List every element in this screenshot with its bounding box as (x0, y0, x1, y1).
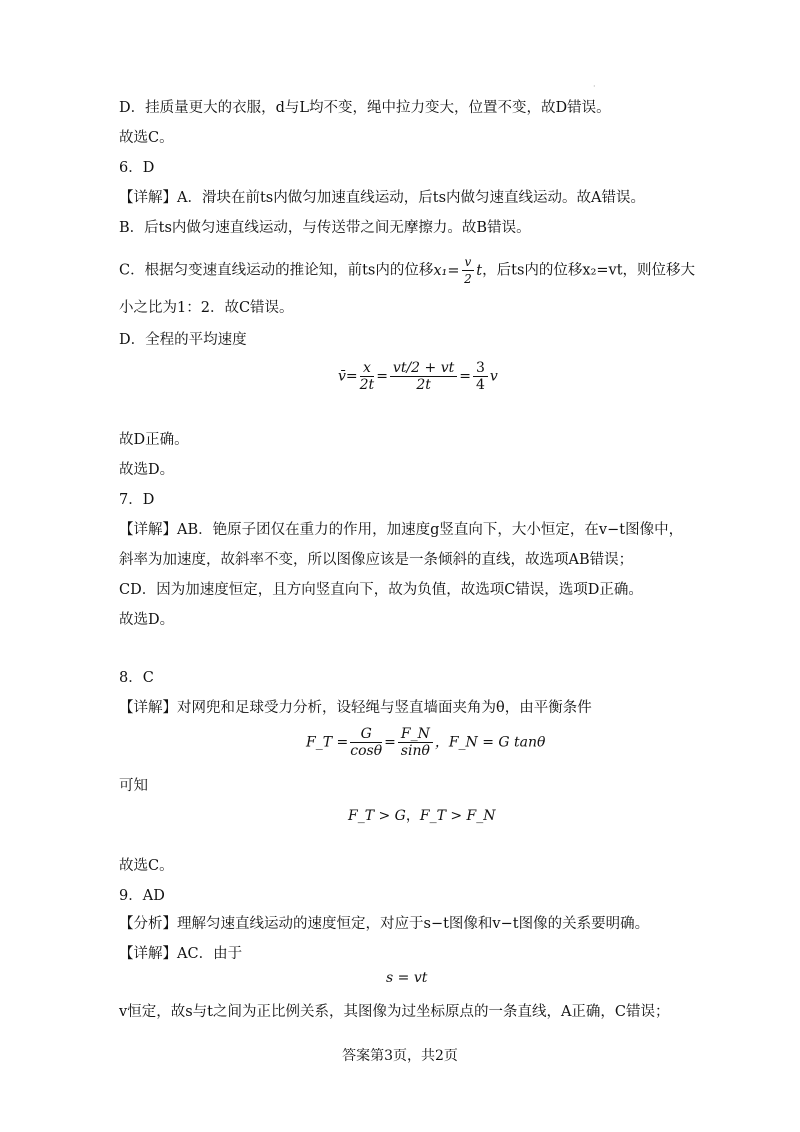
text-line: 小之比为1：2．故C错误。 (119, 300, 294, 316)
text-line: 故选C。 (119, 858, 174, 874)
equation-tension: F_T = $\frac{G}{\cos\theta}$ = $\frac{F\_N}{\sin\theta}$ ，F_N = G tanθ (306, 726, 546, 759)
text-line: 【详解】对网兜和足球受力分析，设轻绳与竖直墙面夹角为θ，由平衡条件 (119, 700, 592, 716)
equation-inequalities: F_T > G，F_T > F_N (348, 808, 496, 824)
text-line (119, 254, 695, 287)
text-segment: C．根据匀变速直线运动的推论知，前ts内的位移 (119, 262, 434, 279)
question-number: 8．C (119, 670, 154, 686)
page-footer: 答案第3页，共2页 (342, 1048, 458, 1064)
equation-x1: x₁= $\frac{v}{2}$ t (433, 255, 483, 286)
equation-s-vt: s = vt (386, 970, 428, 986)
text-line: D．全程的平均速度 (119, 332, 247, 348)
text-line: 故D正确。 (119, 432, 189, 448)
page-mark: · (593, 82, 596, 91)
equation-average-velocity: v̄= $\frac{x}{2t}$ = $\frac{vt/2 + vt}{2t}$ = $\frac{3}{4}$ v (338, 360, 498, 393)
text-line: 斜率为加速度，故斜率不变，所以图像应该是一条倾斜的直线，故选项AB错误； (119, 552, 634, 568)
text-line: 故选D。 (119, 462, 175, 478)
text-line: B．后ts内做匀速直线运动，与传送带之间无摩擦力。故B错误。 (119, 220, 531, 236)
text-segment: ，后ts内的位移x₂=vt，则位移大 (482, 262, 696, 279)
text-line: 故选D。 (119, 612, 175, 628)
text-line: 可知 (119, 778, 148, 794)
text-line: 【分析】理解匀速直线运动的速度恒定，对应于s−t图像和v−t图像的关系要明确。 (119, 916, 650, 932)
text-line: 【详解】AB．铯原子团仅在重力的作用，加速度g竖直向下，大小恒定，在v−t图像中， (119, 522, 684, 538)
text-line: 故选C。 (119, 130, 174, 146)
text-line: 【详解】AC．由于 (119, 946, 243, 962)
question-number: 9．AD (119, 888, 165, 904)
text-line: D．挂质量更大的衣服，d与L均不变，绳中拉力变大，位置不变，故D错误。 (119, 100, 611, 116)
text-line: CD．因为加速度恒定，且方向竖直向下，故为负值，故选项C错误，选项D正确。 (119, 582, 643, 598)
question-number: 6．D (119, 160, 155, 176)
text-line: v恒定，故s与t之间为正比例关系，其图像为过坐标原点的一条直线，A正确，C错误； (119, 1004, 670, 1020)
question-number: 7．D (119, 492, 155, 508)
text-line: 【详解】A．滑块在前ts内做匀加速直线运动，后ts内做匀速直线运动。故A错误。 (119, 190, 645, 206)
